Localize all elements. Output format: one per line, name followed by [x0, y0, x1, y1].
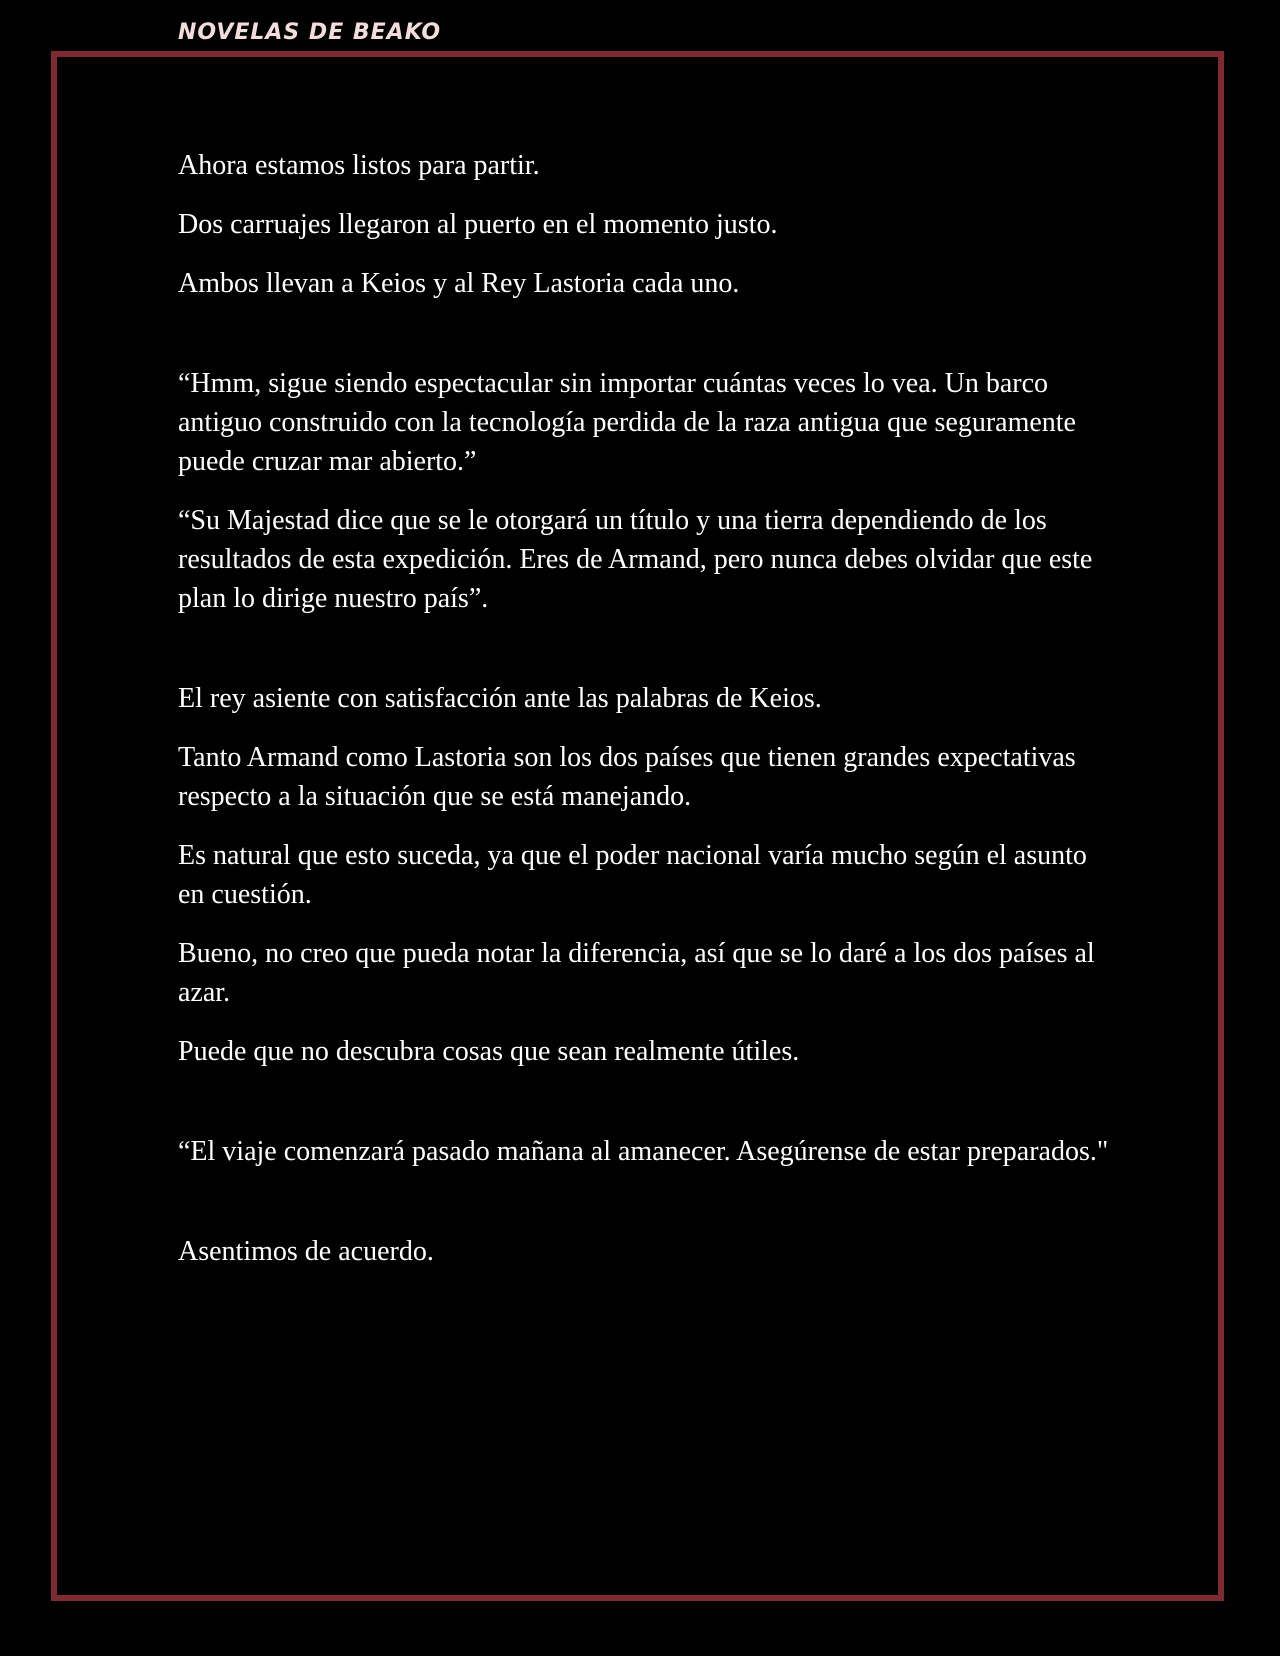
section-spacer	[178, 323, 1118, 364]
paragraph: Tanto Armand como Lastoria son los dos países que tienen grandes expectativas respecto a la situación que se está manejando.	[178, 742, 1076, 812]
paragraph: Dos carruajes llegaron al puerto en el momento justo.	[178, 209, 778, 240]
paragraph: “Hmm, sigue siendo espectacular sin importar cuántas veces lo vea. Un barco antiguo construido con la tecnología perdida de la raza antigua que seguramente puede cruzar mar abierto.”	[178, 368, 1076, 477]
paragraph: “Su Majestad dice que se le otorgará un título y una tierra dependiendo de los resultados de esta expedición. Eres de Armand, pero nunca debes olvidar que este plan lo dirige nuestro país”.	[178, 505, 1093, 614]
section-spacer	[178, 1091, 1118, 1132]
section-spacer	[178, 638, 1118, 679]
section-spacer	[178, 1191, 1118, 1232]
chapter-text	[178, 146, 1118, 1291]
paragraph: Es natural que esto suceda, ya que el poder nacional varía mucho según el asunto en cuestión.	[178, 840, 1087, 910]
site-title: NOVELAS DE BEAKO	[178, 20, 442, 45]
paragraph: “El viaje comenzará pasado mañana al amanecer. Asegúrense de estar preparados."	[178, 1136, 1109, 1167]
paragraph: Ambos llevan a Keios y al Rey Lastoria cada uno.	[178, 268, 740, 299]
paragraph: Ahora estamos listos para partir.	[178, 150, 540, 181]
paragraph: Puede que no descubra cosas que sean realmente útiles.	[178, 1036, 800, 1067]
paragraph: Asentimos de acuerdo.	[178, 1236, 434, 1267]
paragraph: Bueno, no creo que pueda notar la diferencia, así que se lo daré a los dos países al azar.	[178, 938, 1095, 1008]
paragraph: El rey asiente con satisfacción ante las palabras de Keios.	[178, 683, 822, 714]
